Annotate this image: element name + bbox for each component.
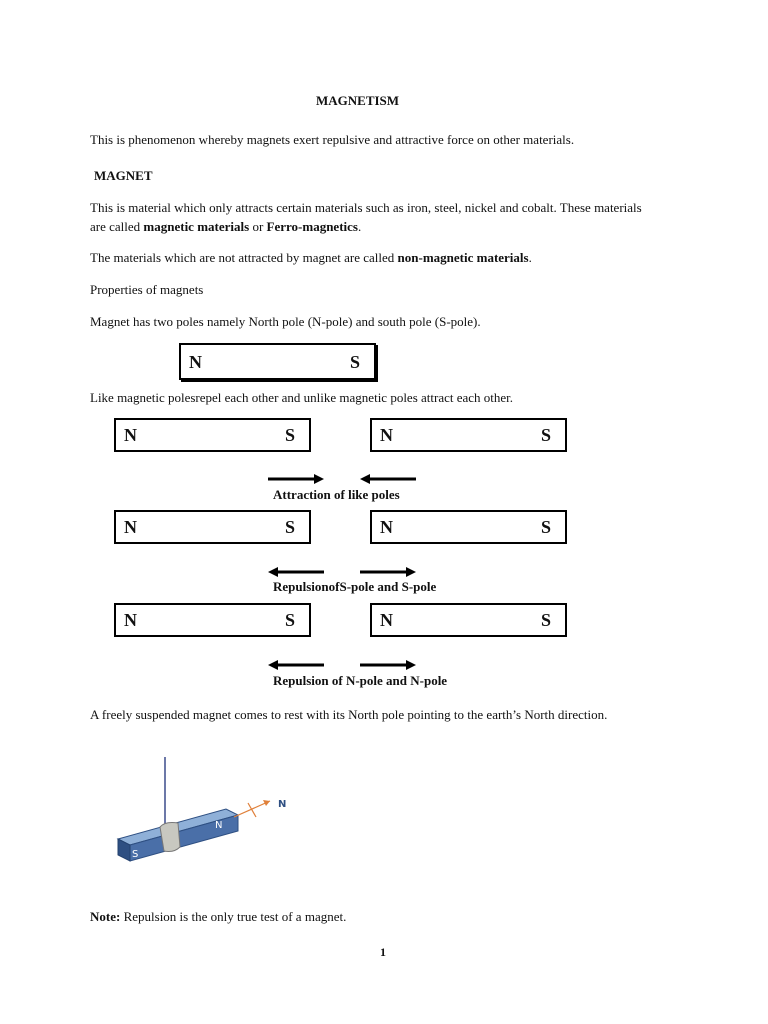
suspension-clip xyxy=(160,823,180,852)
north-pole-label: N xyxy=(380,517,393,537)
arrow-left-icon xyxy=(268,566,324,578)
magnet-left-row2 xyxy=(114,510,311,544)
magnet-left-row3 xyxy=(114,603,311,637)
text-span: . xyxy=(357,219,362,234)
text-span: are called xyxy=(90,219,144,234)
north-pole-label: N xyxy=(380,610,393,630)
page-title: MAGNETISM xyxy=(316,93,400,108)
arrow-right-icon xyxy=(360,659,416,671)
arrow-right-icon xyxy=(360,566,416,578)
south-pole-label: S xyxy=(540,517,551,537)
poles-paragraph: Magnet has two poles namely North pole (N-pole) and south pole (S-pole). xyxy=(90,314,481,329)
arrow-right-icon xyxy=(268,473,324,485)
north-pole-label: N xyxy=(380,425,393,445)
magnet-s-label: S xyxy=(132,849,139,860)
text-span: . xyxy=(528,250,532,265)
bold-term-magnetic-materials: magnetic materials xyxy=(143,219,250,234)
text-span: or xyxy=(249,219,267,234)
magnet-heading: MAGNET xyxy=(94,168,153,183)
north-pole-label: N xyxy=(124,517,137,537)
magnet-right-row1 xyxy=(370,418,567,452)
text-span: The materials which are not attracted by magnet are called xyxy=(90,250,398,265)
north-pole-label: N xyxy=(124,425,137,445)
intro-paragraph: This is phenomenon whereby magnets exert repulsive and attractive force on other materials. xyxy=(90,132,575,147)
suspended-magnet-paragraph: A freely suspended magnet comes to rest with its North pole pointing to the earth’s North direction. xyxy=(90,707,608,722)
south-pole-label: S xyxy=(349,351,360,372)
like-poles-paragraph: Like magnetic polesrepel each other and unlike magnetic poles attract each other. xyxy=(90,390,514,405)
caption-repulsion-s: RepulsionofS-pole and S-pole xyxy=(273,579,437,594)
non-magnetic-paragraph xyxy=(90,249,532,267)
note-paragraph xyxy=(90,908,346,926)
bar-magnet-diagram xyxy=(179,343,376,380)
magnet-definition-line1: This is material which only attracts certain materials such as iron, steel, nickel and cobalt. These materials xyxy=(90,200,642,215)
properties-heading: Properties of magnets xyxy=(90,282,204,297)
note-label: Note: xyxy=(90,909,121,924)
north-pole-label: N xyxy=(124,610,137,630)
note-text: Repulsion is the only true test of a magnet. xyxy=(120,909,347,924)
south-pole-label: S xyxy=(284,610,295,630)
south-pole-label: S xyxy=(540,425,551,445)
magnet-left-row1 xyxy=(114,418,311,452)
caption-repulsion-n: Repulsion of N-pole and N-pole xyxy=(273,673,448,688)
south-pole-label: S xyxy=(284,517,295,537)
magnet-right-row2 xyxy=(370,510,567,544)
magnet-definition-line2 xyxy=(90,218,361,236)
suspended-magnet-figure xyxy=(88,735,313,893)
south-pole-label: S xyxy=(540,610,551,630)
arrow-left-icon xyxy=(360,473,416,485)
magnet-n-label: N xyxy=(215,820,223,831)
magnet-right-row3 xyxy=(370,603,567,637)
bold-term-non-magnetic: non-magnetic materials xyxy=(397,250,529,265)
compass-n-label: N xyxy=(278,799,287,810)
north-pole-label: N xyxy=(189,351,202,372)
bold-term-ferro-magnetics: Ferro-magnetics xyxy=(266,219,358,234)
arrow-left-icon xyxy=(268,659,324,671)
caption-attraction: Attraction of like poles xyxy=(273,487,400,502)
south-pole-label: S xyxy=(284,425,295,445)
page-number: 1 xyxy=(380,945,386,959)
